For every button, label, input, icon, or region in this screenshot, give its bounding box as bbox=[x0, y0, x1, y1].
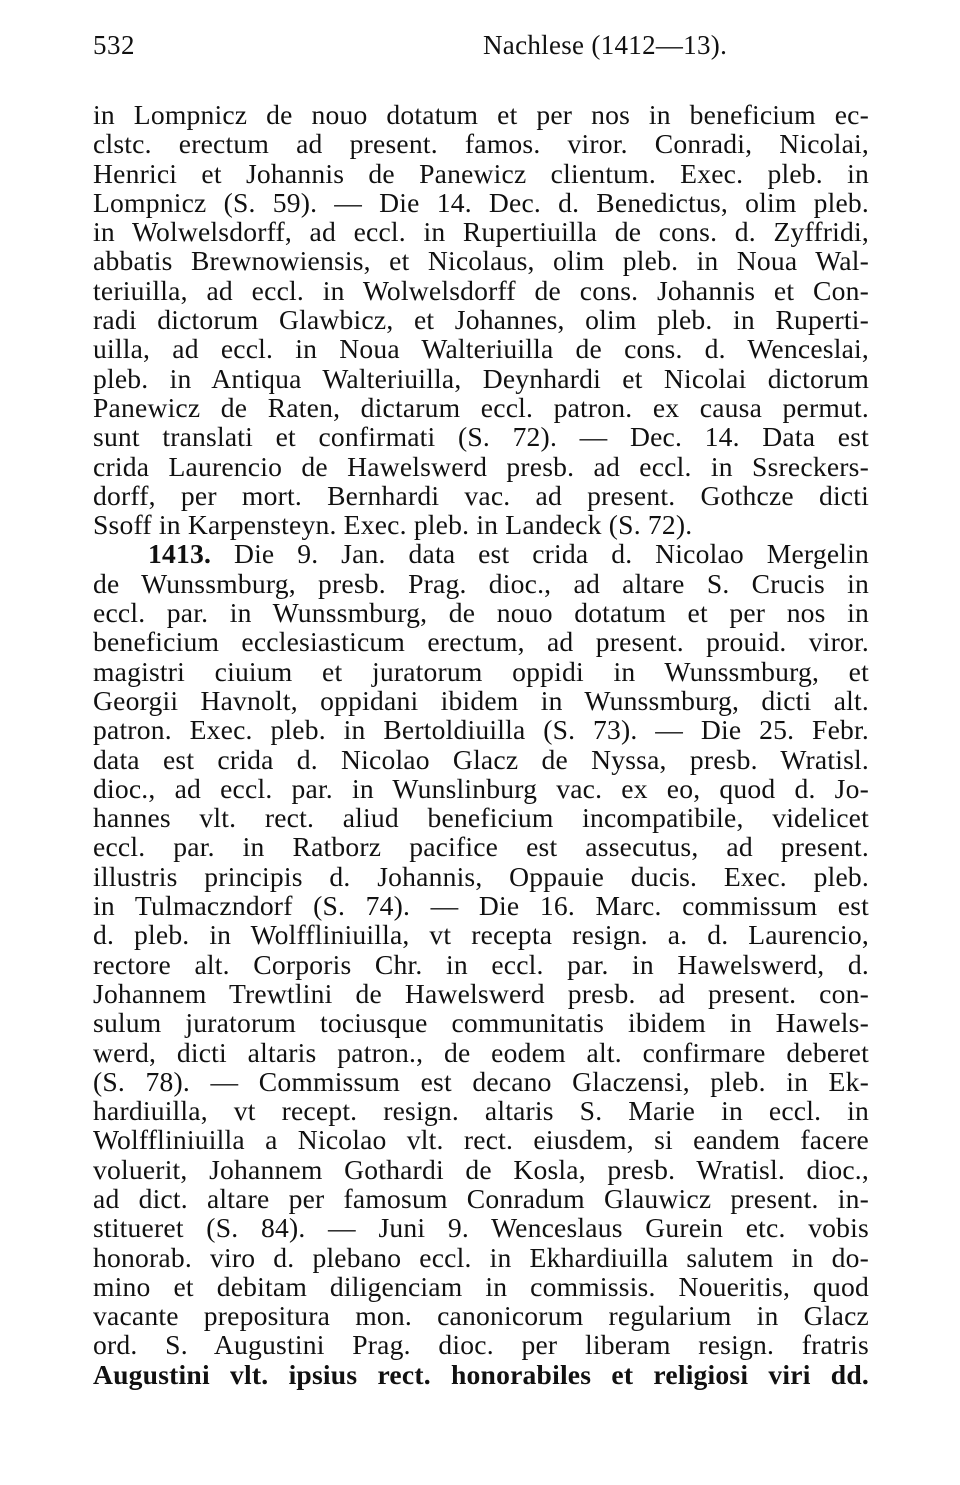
text-line-9: uilla, ad eccl. in Noua Walteriuilla de cons. d. Wenceslai, bbox=[93, 333, 869, 365]
text-line-25: hannes vlt. rect. aliud beneficium incompatibile, videlicet bbox=[93, 802, 869, 834]
text-line-18: eccl. par. in Wunssmburg, de nouo dotatum et per nos in bbox=[93, 597, 869, 629]
text-line-12: sunt translati et confirmati (S. 72). — Dec. 14. Data est bbox=[93, 421, 869, 453]
text-line-11: Panewicz de Raten, dictarum eccl. patron. ex causa permut. bbox=[93, 391, 869, 423]
text-line-4: Lompnicz (S. 59). — Die 14. Dec. d. Benedictus, olim pleb. bbox=[93, 186, 869, 218]
running-head: Nachlese (1412—13). bbox=[483, 30, 728, 60]
text-line-5: in Wolwelsdorff, ad eccl. in Rupertiuilla de cons. d. Zyffridi, bbox=[93, 216, 869, 248]
text-line-8: radi dictorum Glawbicz, et Johannes, olim pleb. in Ruperti- bbox=[93, 304, 869, 336]
text-line-17: de Wunssmburg, presb. Prag. dioc., ad altare S. Crucis in bbox=[93, 567, 869, 599]
text-line-40: honorab. viro d. plebano eccl. in Ekhardiuilla salutem in do- bbox=[93, 1241, 869, 1273]
text-line-27: illustris principis d. Johannis, Oppauie ducis. Exec. pleb. bbox=[93, 860, 869, 892]
text-line-14: dorff, per mort. Bernhardi vac. ad present. Gothcze dicti bbox=[93, 479, 869, 511]
text-line-7: teriuilla, ad eccl. in Wolwelsdorff de cons. Johannis et Con- bbox=[93, 274, 869, 306]
year-label: 1413. bbox=[148, 538, 212, 570]
text-line-10: pleb. in Antiqua Walteriuilla, Deynhardi et Nicolai dictorum bbox=[93, 362, 869, 394]
text-line-13: crida Laurencio de Hawelswerd presb. ad eccl. in Ssreckers- bbox=[93, 450, 869, 482]
text-line-43: ord. S. Augustini Prag. dioc. per liberam resign. fratris bbox=[93, 1329, 869, 1361]
text-line-35: hardiuilla, vt recept. resign. altaris S. Marie in eccl. in bbox=[93, 1095, 869, 1127]
body-text bbox=[93, 100, 869, 1389]
text-line-28: in Tulmaczndorf (S. 74). — Die 16. Marc. commissum est bbox=[93, 890, 869, 922]
page-number: 532 bbox=[93, 30, 135, 60]
text-line-22: patron. Exec. pleb. in Bertoldiuilla (S. 73). — Die 25. Febr. bbox=[93, 714, 869, 746]
text-line-34: (S. 78). — Commissum est decano Glaczensi, pleb. in Ek- bbox=[93, 1065, 869, 1097]
text-line-6: abbatis Brewnowiensis, et Nicolaus, olim pleb. in Noua Wal- bbox=[93, 245, 869, 277]
text-line-31: Johannem Trewtlini de Hawelswerd presb. ad present. con- bbox=[93, 977, 869, 1009]
year-entry-rest: Die 9. Jan. data est crida d. Nicolao Mergelin bbox=[211, 538, 869, 570]
text-line-21: Georgii Havnolt, oppidani ibidem in Wunssmburg, dicti alt. bbox=[93, 684, 869, 716]
text-line-33: werd, dicti altaris patron., de eodem alt. confirmare deberet bbox=[93, 1036, 869, 1068]
text-line-19: beneficium ecclesiasticum erectum, ad present. prouid. viror. bbox=[93, 626, 869, 658]
text-line-3: Henrici et Johannis de Panewicz clientum. Exec. pleb. in bbox=[93, 157, 869, 189]
text-line-37: voluerit, Johannem Gothardi de Kosla, presb. Wratisl. dioc., bbox=[93, 1153, 869, 1185]
text-line-20: magistri ciuium et juratorum oppidi in Wunssmburg, et bbox=[93, 655, 869, 687]
page-header bbox=[93, 30, 867, 70]
text-line-24: dioc., ad eccl. par. in Wunslinburg vac. ex eo, quod d. Jo- bbox=[93, 772, 869, 804]
text-line-30: rectore alt. Corporis Chr. in eccl. par. in Hawelswerd, d. bbox=[93, 948, 869, 980]
text-line-23: data est crida d. Nicolao Glacz de Nyssa, presb. Wratisl. bbox=[93, 743, 869, 775]
text-line-44: Augustini vlt. ipsius rect. honorabiles et religiosi viri dd. bbox=[93, 1358, 869, 1390]
text-line-36: Wolffliniuilla a Nicolao vlt. rect. eiusdem, si eandem facere bbox=[93, 1124, 869, 1156]
text-line-38: ad dict. altare per famosum Conradum Glauwicz present. in- bbox=[93, 1182, 869, 1214]
text-line-42: vacante prepositura mon. canonicorum regularium in Glacz bbox=[93, 1300, 869, 1332]
text-line-41: mino et debitam diligenciam in commissis. Noueritis, quod bbox=[93, 1270, 869, 1302]
text-line-1: in Lompnicz de nouo dotatum et per nos in beneficium ec- bbox=[93, 99, 869, 130]
text-line-32: sulum juratorum tociusque communitatis ibidem in Hawels- bbox=[93, 1007, 869, 1039]
text-line-29: d. pleb. in Wolffliniuilla, vt recepta resign. a. d. Laurencio, bbox=[93, 919, 869, 951]
text-line-15: Ssoff in Karpensteyn. Exec. pleb. in Landeck (S. 72). bbox=[93, 509, 693, 541]
text-line-2: clstc. erectum ad present. famos. viror. Conradi, Nicolai, bbox=[93, 128, 869, 160]
text-line-16-year-entry bbox=[93, 539, 869, 568]
text-line-26: eccl. par. in Ratborz pacifice est assecutus, ad present. bbox=[93, 831, 869, 863]
text-line-39: stitueret (S. 84). — Juni 9. Wenceslaus Gurein etc. vobis bbox=[93, 1212, 869, 1244]
